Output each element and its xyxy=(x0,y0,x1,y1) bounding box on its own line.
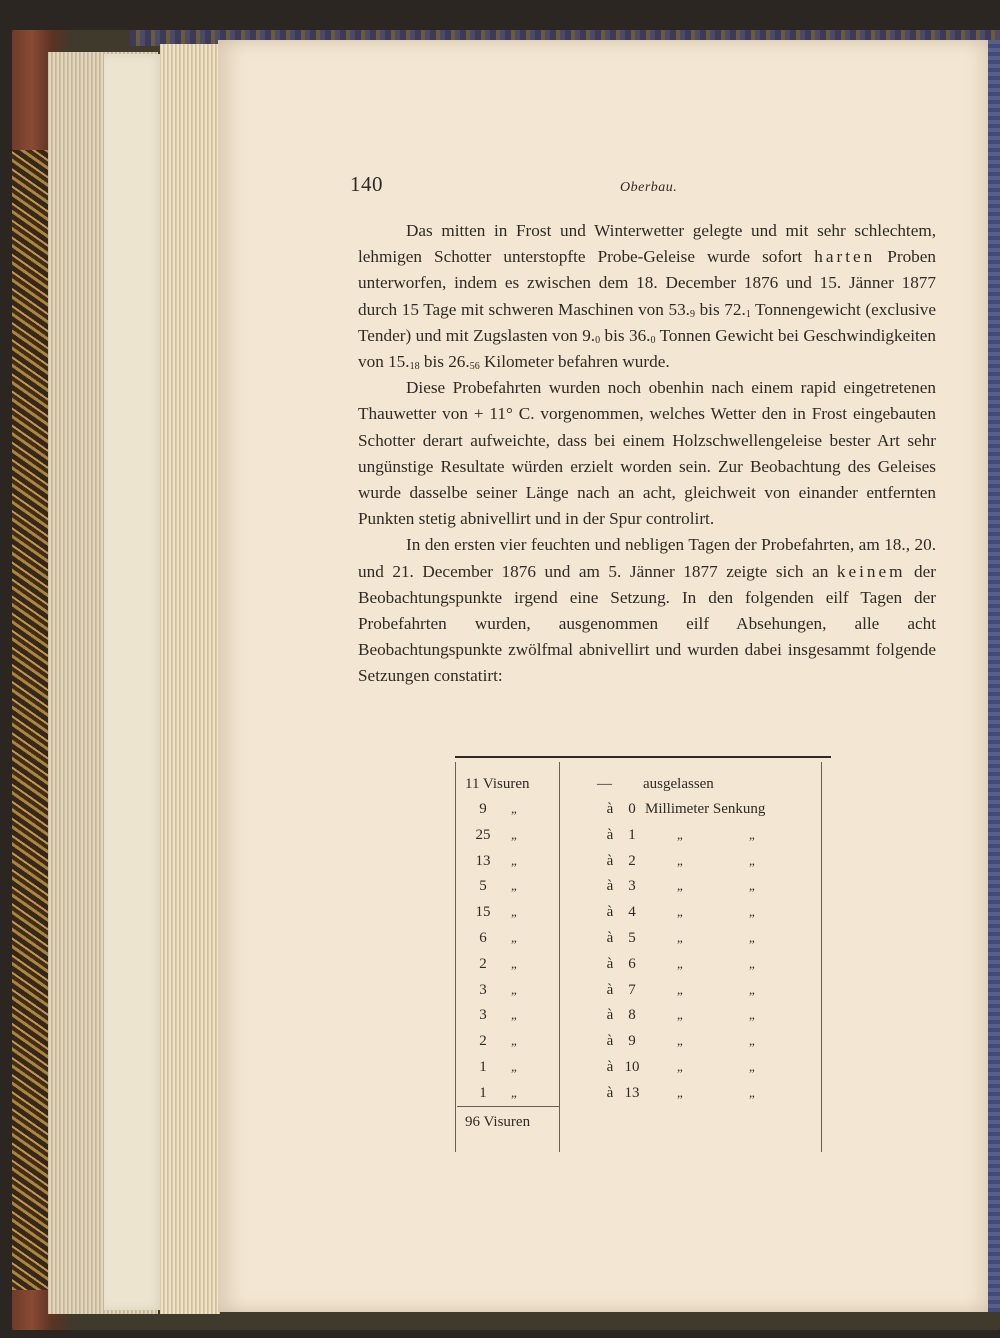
row-millimeters: 4 xyxy=(628,904,636,921)
row-count: 2 xyxy=(479,955,487,972)
row-millimeters: 0 xyxy=(628,801,636,817)
row-millimeters: 8 xyxy=(628,1007,636,1024)
ditto-mark: „ xyxy=(677,1059,683,1074)
ditto-mark: „ xyxy=(677,1084,683,1100)
ditto-mark: „ xyxy=(511,1007,517,1023)
ditto-mark: „ xyxy=(749,878,755,894)
row-count: 6 xyxy=(479,930,487,946)
paragraph-3 xyxy=(358,532,936,689)
ditto-mark: „ xyxy=(749,1084,755,1100)
table-row xyxy=(455,904,831,929)
row-count: 3 xyxy=(479,981,487,998)
ditto-mark: „ xyxy=(677,878,683,894)
text-run: Tonnengewicht (exclusive Tender) und mit Zugslasten von 9. xyxy=(358,299,937,345)
ditto-mark: „ xyxy=(677,981,683,997)
ditto-mark: „ xyxy=(511,1059,517,1074)
text-run: In den ersten vier feuchten und nebligen Tagen der Probefahrten, am 18., 20. und 21. December 1876 und am 5. Jänner 1877 zeigte sich an xyxy=(358,535,936,581)
a-label: à xyxy=(606,1033,614,1050)
ditto-mark: „ xyxy=(749,852,755,868)
row-count: 3 xyxy=(479,1007,487,1024)
ditto-mark: „ xyxy=(677,1033,683,1049)
table-row xyxy=(455,801,831,826)
ditto-mark: „ xyxy=(749,1033,755,1049)
a-label: à xyxy=(606,1059,614,1075)
row-millimeters: 3 xyxy=(628,878,636,895)
text-run: Kilometer befahren wurde. xyxy=(479,352,670,372)
ditto-mark: „ xyxy=(511,1084,517,1100)
text-run: der Beobachtungspunkte irgend eine Setzung. In den folgenden eilf Tagen der Probefahrten wurden, ausgenommen eilf Absehungen, alle acht Beobachtungspunkte zwölfmal abnivellirt und wurden dabei insgesammt folgende Setzungen constatirt: xyxy=(358,561,936,686)
row-millimeters: 10 xyxy=(624,1059,640,1075)
page-gutter xyxy=(160,44,220,1314)
ditto-mark: „ xyxy=(677,955,683,971)
ditto-mark: „ xyxy=(749,981,755,997)
subscript: 0 xyxy=(650,334,656,346)
ditto-mark: „ xyxy=(749,904,755,920)
row-count: 13 xyxy=(475,852,491,869)
emphasis-harten: harten xyxy=(814,247,876,267)
table-row xyxy=(455,1033,831,1058)
row-count: 25 xyxy=(475,826,491,843)
ditto-mark: „ xyxy=(511,1033,517,1049)
row-millimeters: 5 xyxy=(628,930,636,946)
text-run: bis 72. xyxy=(694,299,746,319)
running-head: Oberbau. xyxy=(620,180,678,195)
table-row xyxy=(455,827,831,852)
ditto-mark: „ xyxy=(749,1059,755,1074)
text-run: Proben unterworfen, indem es zwischen dem 18. December 1876 und 15. Jänner 1877 durch 15 Tage mit schweren Maschinen von 53. xyxy=(358,247,936,319)
ditto-mark: „ xyxy=(677,904,683,920)
row-millimeters: 9 xyxy=(628,1033,636,1050)
settlement-table xyxy=(455,756,831,1152)
subscript: 18 xyxy=(409,361,420,373)
ditto-mark: „ xyxy=(511,981,517,997)
ditto-mark: „ xyxy=(749,826,755,842)
a-label: à xyxy=(606,955,614,972)
text-run: Tonnen Gewicht bei Geschwindigkeiten von 15. xyxy=(358,325,937,372)
row-millimeters: 7 xyxy=(628,981,636,998)
paragraph-2: Diese Probefahrten wurden noch obenhin nach einem rapid eingetretenen Thauwetter von + 11° C. vorgenommen, welches Wetter den in Frost eingebauten Schotter derart aufweichte, dass bei einem Holzschwellengeleise bester Art sehr ungünstige Resultate würden erzielt worden sein. Zur Beobachtung des Geleises wurde dasselbe seiner Länge nach an acht, gleichweit von einander entfernten Punkten stetig abnivellirt und in der Spur controlirt. xyxy=(358,378,936,529)
body-text xyxy=(358,218,936,690)
subscript: 1 xyxy=(745,308,751,320)
header-dash: — xyxy=(597,776,612,792)
row-millimeters: 6 xyxy=(628,955,636,972)
ditto-mark: „ xyxy=(511,955,517,971)
subscript: 0 xyxy=(595,334,601,346)
subscript: 9 xyxy=(689,308,695,320)
row-description: Millimeter Senkung xyxy=(645,801,766,817)
table-row xyxy=(455,1085,831,1110)
text-run: bis 36. xyxy=(600,325,651,345)
table-row xyxy=(455,982,831,1007)
table-row xyxy=(455,853,831,878)
table-top-rule xyxy=(455,756,831,758)
ditto-mark: „ xyxy=(677,852,683,868)
table-row xyxy=(455,1059,831,1084)
ditto-mark: „ xyxy=(749,1007,755,1023)
header-note: ausgelassen xyxy=(643,776,714,792)
row-millimeters: 13 xyxy=(624,1084,640,1101)
row-millimeters: 1 xyxy=(628,826,636,843)
table-row xyxy=(455,878,831,903)
row-count: 5 xyxy=(479,878,487,895)
ditto-mark: „ xyxy=(511,826,517,842)
row-count: 9 xyxy=(479,801,487,817)
table-row xyxy=(455,1007,831,1032)
flyleaf-page xyxy=(104,54,164,1310)
emphasis-keinem: keinem xyxy=(836,561,906,581)
paragraph-1 xyxy=(358,218,936,375)
row-count: 1 xyxy=(479,1059,487,1075)
row-millimeters: 2 xyxy=(628,852,636,869)
ditto-mark: „ xyxy=(511,904,517,920)
a-label: à xyxy=(606,826,614,843)
ditto-mark: „ xyxy=(749,930,755,945)
table-row xyxy=(455,956,831,981)
a-label: à xyxy=(606,1084,614,1101)
ditto-mark: „ xyxy=(677,1007,683,1023)
ditto-mark: „ xyxy=(511,930,517,945)
a-label: à xyxy=(606,878,614,895)
subscript: 56 xyxy=(469,361,480,373)
a-label: à xyxy=(606,1007,614,1024)
ditto-mark: „ xyxy=(511,801,517,816)
row-count: 2 xyxy=(479,1033,487,1050)
a-label: à xyxy=(606,904,614,921)
row-count: 15 xyxy=(475,904,491,921)
text-run: Das mitten in Frost und Winterwetter gelegte und mit sehr schlechtem, lehmigen Schotter unterstopfte Probe-Geleise wurde sofort xyxy=(358,221,936,267)
page-number: 140 xyxy=(350,172,383,196)
table-row xyxy=(455,930,831,955)
ditto-mark: „ xyxy=(511,852,517,868)
ditto-mark: „ xyxy=(677,930,683,945)
table-header-row xyxy=(455,776,831,801)
a-label: à xyxy=(606,930,614,946)
row-count: 1 xyxy=(479,1084,487,1101)
a-label: à xyxy=(606,981,614,998)
text-run: bis 26. xyxy=(419,352,470,372)
ditto-mark: „ xyxy=(749,955,755,971)
ditto-mark: „ xyxy=(511,878,517,894)
ditto-mark: „ xyxy=(677,826,683,842)
a-label: à xyxy=(606,852,614,869)
table-total: 96 Visuren xyxy=(465,1114,531,1130)
header-count: 11 Visuren xyxy=(465,776,530,792)
marbled-endpaper xyxy=(12,150,52,1290)
a-label: à xyxy=(606,801,614,817)
